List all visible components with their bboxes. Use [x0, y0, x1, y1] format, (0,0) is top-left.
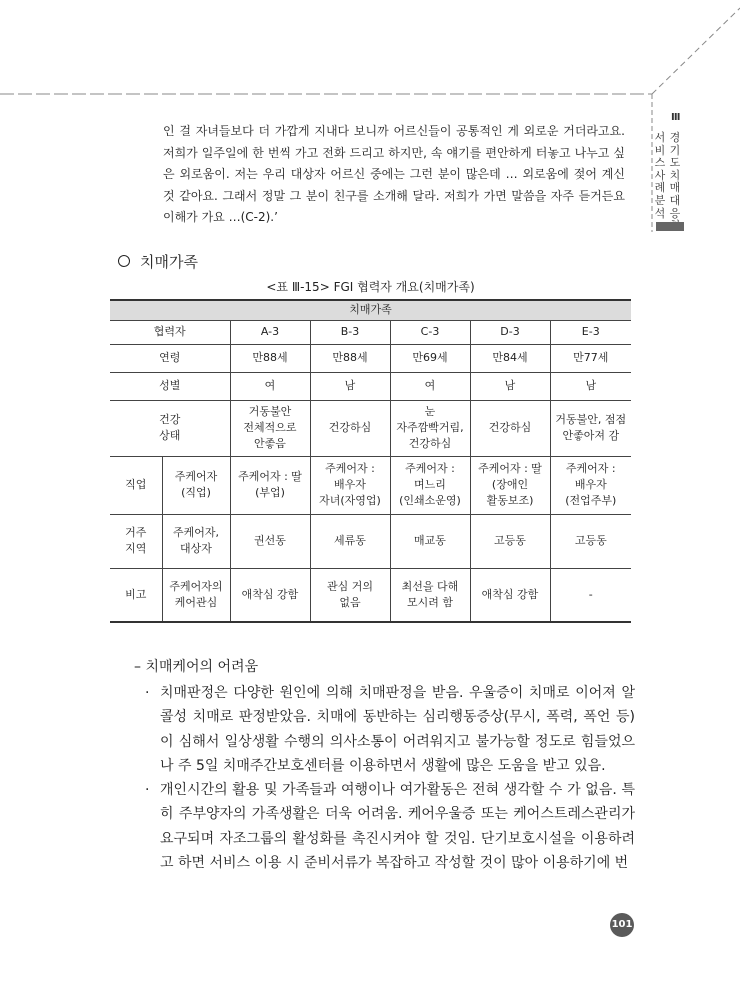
section-heading-text: 치매가족	[140, 253, 198, 271]
cell-text: C-3	[420, 325, 440, 338]
cell-text: 거동불안 전체적으로 안좋음	[243, 405, 297, 450]
quote-text: 인 걸 자녀들보다 더 가깝게 지내다 보니까 어르신들이 공통적인 게 외로운 거더라고요. 저희가 일주일에 한 번씩 가고 전화 드리고 하지만, 속 얘기를 편안하게 터놓고 나누고 싶은 외로움이. 저는 우리 대상자 어르신 중에는 그런 분이 많은데 … 외로움에 젖어 계신 것 같아요. 그래서 정말 그 분이 친구를 소개해 달라. 저희가 가면 말씀을 자주 듣거든요 이해가 가요 …(C-2).’	[163, 124, 625, 224]
row-label	[162, 568, 230, 622]
cell-text: 세류동	[334, 534, 366, 547]
row-label	[110, 400, 230, 456]
cell-text: 건강 상태	[159, 413, 181, 442]
chapter-title-part-1: 서비스사례분석	[654, 131, 666, 220]
cell-text: 눈 자주깜빡거림, 건강하심	[396, 405, 464, 450]
cell-text: 남	[344, 379, 356, 392]
table-row	[110, 456, 631, 514]
bullet-list	[145, 681, 635, 875]
cell-text: 최선을 다해 모시려 함	[401, 579, 459, 609]
cell-text: E-3	[581, 325, 600, 338]
table-cell	[390, 456, 470, 514]
table-cell	[230, 514, 310, 568]
table-cell	[310, 344, 390, 372]
cell-text: 주케어자 : 딸 (장애인 활동보조)	[478, 462, 542, 507]
row-label	[162, 456, 230, 514]
table-cell	[470, 372, 550, 400]
page-number: 101	[610, 913, 634, 937]
table-band-row	[110, 300, 631, 320]
table-header-row	[110, 320, 631, 344]
cell-text: 고등동	[494, 534, 526, 547]
table-cell	[550, 456, 631, 514]
cell-text: 주케어자 : 며느리 (인쇄소운영)	[399, 462, 461, 507]
chapter-number: Ⅲ	[671, 112, 681, 123]
cell-text: 주케어자의 케어관심	[169, 579, 223, 609]
header-cell	[550, 320, 631, 344]
cell-text: 거동불안, 점점 안좋아져 감	[555, 413, 627, 442]
interview-quote	[163, 121, 625, 229]
table-band	[110, 300, 631, 320]
table-cell	[470, 400, 550, 456]
table-cell	[470, 344, 550, 372]
table-cell	[310, 372, 390, 400]
cell-text: 매교동	[414, 534, 446, 547]
table-cell	[470, 456, 550, 514]
table-cell	[230, 400, 310, 456]
cell-text: 만88세	[252, 351, 288, 364]
table-cell	[390, 400, 470, 456]
table-cell	[390, 568, 470, 622]
cell-text: 남	[504, 379, 516, 392]
cell-text: 협력자	[153, 325, 186, 338]
table-cell	[310, 456, 390, 514]
cell-text: -	[588, 587, 593, 601]
cell-text: 거주 지역	[125, 526, 147, 555]
header-cell	[230, 320, 310, 344]
table-cell	[310, 568, 390, 622]
cell-text: 주케어자 (직업)	[174, 470, 218, 499]
bullet-marker: ·	[145, 782, 150, 799]
circle-bullet-icon	[118, 255, 130, 267]
cell-text: 애착심 강함	[241, 587, 299, 601]
table-cell	[550, 400, 631, 456]
table-cell	[310, 400, 390, 456]
cell-text: B-3	[340, 325, 360, 338]
bullet-text: 개인시간의 활용 및 가족들과 여행이나 여가활동은 전혀 생각할 수 가 없음. 특히 주부양자의 가족생활은 더욱 어려움. 케어우울증 또는 케어스트레스관리가 요구되며 자조그룹의 활성화를 촉진시켜야 할 것임. 단기보호시설을 이용하려고 하면 서비스 이용 시 준비서류가 복잡하고 작성할 것이 많아 이용하기에 번	[160, 782, 635, 872]
row-label	[110, 344, 230, 372]
row-group-label	[110, 456, 162, 514]
header-cell	[310, 320, 390, 344]
row-group-label	[110, 568, 162, 622]
table-cell	[470, 568, 550, 622]
bullet-marker: ·	[145, 685, 150, 701]
table-row	[110, 400, 631, 456]
cell-text: 건강하심	[488, 421, 532, 434]
cell-text: 주케어자 : 배우자 (전업주부)	[565, 462, 617, 507]
bullet-item	[145, 778, 635, 875]
cell-text: 만84세	[492, 351, 528, 364]
cell-text: 주케어자 : 딸 (부업)	[238, 470, 302, 499]
cell-text: 여	[424, 379, 436, 392]
cell-text: 성별	[159, 379, 181, 392]
cell-text: 남	[585, 379, 597, 392]
row-group-label	[110, 514, 162, 568]
row-label	[110, 372, 230, 400]
table-row	[110, 514, 631, 568]
table-cell	[390, 372, 470, 400]
cell-text: 비고	[125, 587, 147, 601]
cell-text: 주케어자 : 배우자 자녀(자영업)	[319, 462, 381, 507]
cell-text: 만69세	[412, 351, 448, 364]
fgi-collaborator-table	[110, 299, 631, 623]
cell-text: 여	[264, 379, 276, 392]
table-cell	[230, 372, 310, 400]
table-cell	[310, 514, 390, 568]
table-cell	[550, 514, 631, 568]
cell-text: 주케어자, 대상자	[172, 526, 219, 555]
cell-text: 만77세	[573, 351, 609, 364]
cell-text: 애착심 강함	[481, 587, 539, 601]
table-cell	[470, 514, 550, 568]
cell-text: 연령	[159, 351, 181, 364]
cell-text: D-3	[500, 325, 520, 338]
table-cell	[230, 456, 310, 514]
row-label	[162, 514, 230, 568]
table-cell	[230, 568, 310, 622]
chapter-side-tab	[654, 106, 684, 232]
cell-text: 관심 거의 없음	[326, 579, 373, 609]
table-cell	[550, 568, 631, 622]
table-row	[110, 372, 631, 400]
table-row	[110, 344, 631, 372]
diagonal-dashed-line	[652, 8, 740, 94]
header-cell	[390, 320, 470, 344]
table-caption: <표 Ⅲ-15> FGI 협력자 개요(치매가족)	[266, 280, 475, 294]
chapter-title-part-2: 경기도치매대응	[669, 131, 681, 220]
table-cell	[550, 344, 631, 372]
header-cell	[470, 320, 550, 344]
chapter-tab-bar	[656, 222, 684, 231]
header-label	[110, 320, 230, 344]
bullet-text: 치매판정은 다양한 원인에 의해 치매판정을 받음. 우울증이 치매로 이어져 알콜성 치매로 판정받았음. 치매에 동반하는 심리행동증상(무시, 폭력, 폭언 등)이 심해서 일상생활 수행의 의사소통이 어려워지고 불가능할 정도로 힘들었으나 주 5일 치매주간보호센터를 이용하면서 생활에 많은 도움을 받고 있음.	[160, 685, 635, 774]
cell-text: 만88세	[332, 351, 368, 364]
table-row	[110, 568, 631, 622]
table-cell	[550, 372, 631, 400]
section-heading	[118, 251, 198, 272]
cell-text: A-3	[260, 325, 280, 338]
cell-text: 고등동	[574, 534, 607, 547]
table-cell	[390, 344, 470, 372]
cell-text: 직업	[125, 478, 147, 491]
cell-text: 건강하심	[328, 421, 372, 434]
table-cell	[390, 514, 470, 568]
cell-text: 권선동	[254, 534, 286, 547]
cell-text: 치매가족	[349, 303, 392, 317]
table-cell	[230, 344, 310, 372]
bullet-item	[145, 681, 635, 778]
subheading: – 치매케어의 어려움	[134, 659, 259, 675]
